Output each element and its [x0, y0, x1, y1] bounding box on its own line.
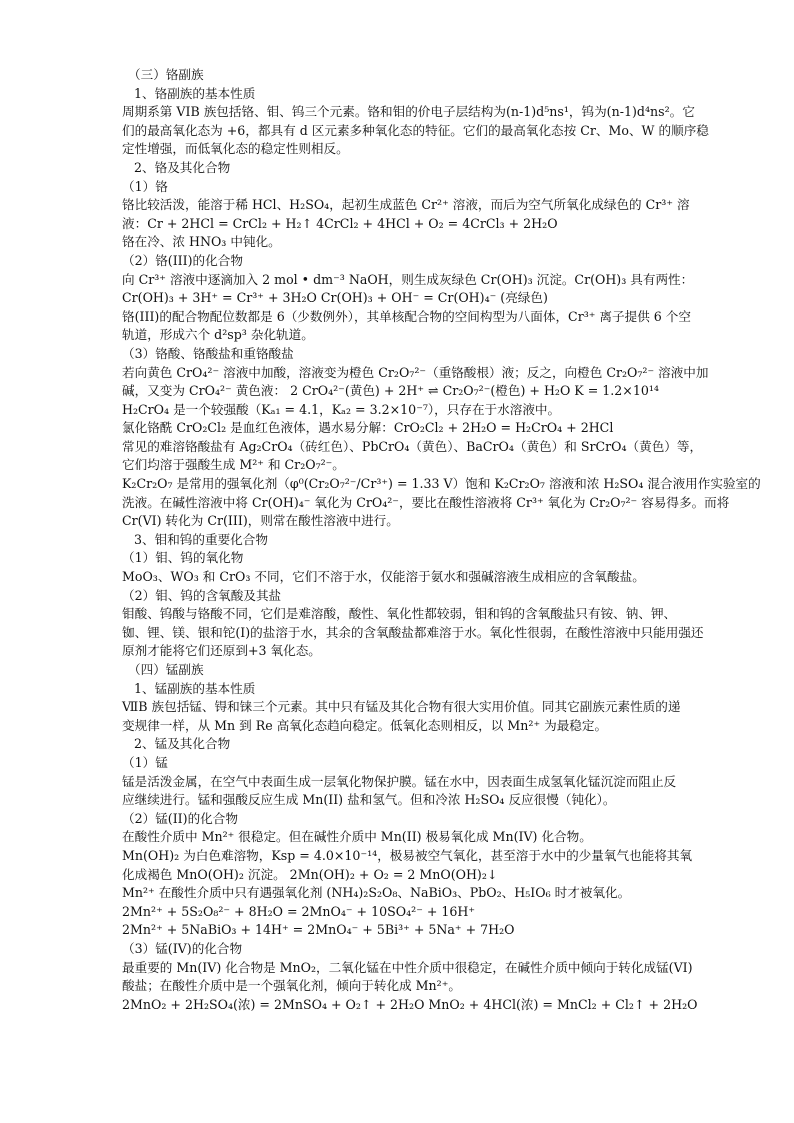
text-line: 2MnO₂ + 2H₂SO₄(浓) = 2MnSO₄ + O₂↑ + 2H₂O MnO₂ + 4HCl(浓) = MnCl₂ + Cl₂↑ + 2H₂O — [122, 996, 698, 1012]
text-line: Mn²⁺ 在酸性介质中只有遇强氧化剂 (NH₄)₂S₂O₈、NaBiO₃、PbO₂、H₅IO₆ 时才被氧化。 — [122, 885, 631, 901]
text-line: 铬(III)的配合物配位数都是 6（少数例外），其单核配合物的空间构型为八面体，Cr³⁺ 离子提供 6 个空 — [122, 308, 691, 324]
text-line: 们的最高氧化态为 +6，都具有 d 区元素多种氧化态的特征。它们的最高氧化态按 Cr、Mo、W 的顺序稳 — [122, 122, 709, 138]
text-line: 变规律一样，从 Mn 到 Re 高氧化态趋向稳定。低氧化态则相反，以 Mn²⁺ 为最稳定。 — [122, 717, 608, 733]
heading-line: （四）锰副族 — [128, 662, 204, 677]
text-line: 常见的难溶铬酸盐有 Ag₂CrO₄（砖红色）、PbCrO₄（黄色）、BaCrO₄（黄色）和 SrCrO₄（黄色）等， — [122, 438, 703, 454]
text-line: 钼酸、钨酸与铬酸不同，它们是难溶酸，酸性、氧化性都较弱，钼和钨的含氧酸盐只有铵、钠、钾、 — [122, 606, 677, 622]
text-line: 铷、锂、镁、银和铊(I)的盐溶于水，其余的含氧酸盐都难溶于水。氧化性很弱，在酸性溶液中只能用强还 — [122, 624, 704, 640]
heading-line: （1）铬 — [122, 178, 168, 194]
heading-line: 2、铬及其化合物 — [134, 159, 231, 175]
heading-line: （3）铬酸、铬酸盐和重铬酸盐 — [122, 345, 294, 361]
text-line: K₂Cr₂O₇ 是常用的强氧化剂（φ⁰(Cr₂O₇²⁻/Cr³⁺) = 1.33 V）饱和 K₂Cr₂O₇ 溶液和浓 H₂SO₄ 混合液用作实验室的 — [122, 476, 761, 492]
heading-line: （3）锰(IV)的化合物 — [122, 940, 243, 956]
text-line: Cr(OH)₃ + 3H⁺ = Cr³⁺ + 3H₂O Cr(OH)₃ + OH⁻ = Cr(OH)₄⁻ (亮绿色) — [122, 290, 548, 306]
text-line: MoO₃、WO₃ 和 CrO₃ 不同，它们不溶于水，仅能溶于氨水和强碱溶液生成相应的含氧酸盐。 — [122, 569, 645, 585]
text-line: 洗液。在碱性溶液中将 Cr(OH)₄⁻ 氧化为 CrO₄²⁻，要比在酸性溶液将 Cr³⁺ 氧化为 Cr₂O₇²⁻ 容易得多。而将 — [122, 494, 730, 510]
text-line: 原剂才能将它们还原到+3 氧化态。 — [122, 643, 321, 659]
text-line: 铬在冷、浓 HNO₃ 中钝化。 — [122, 234, 281, 250]
text-line: 若向黄色 CrO₄²⁻ 溶液中加酸，溶液变为橙色 Cr₂O₇²⁻（重铬酸根）液；反之，向橙色 Cr₂O₇²⁻ 溶液中加 — [122, 364, 709, 380]
text-line: 化成褐色 MnO(OH)₂ 沉淀。 2Mn(OH)₂ + O₂ = 2 MnO(OH)₂↓ — [122, 866, 498, 882]
heading-line: （2）铬(III)的化合物 — [122, 252, 243, 268]
text-line: 在酸性介质中 Mn²⁺ 很稳定。但在碱性介质中 Mn(II) 极易氧化成 Mn(IV) 化合物。 — [122, 829, 592, 845]
heading-line: （1）锰 — [122, 754, 168, 770]
heading-line: 2、锰及其化合物 — [134, 736, 231, 752]
heading-line: 3、钼和钨的重要化合物 — [134, 531, 268, 547]
heading-line: （2）钼、钨的含氧酸及其盐 — [122, 587, 282, 603]
text-line: 氯化铬酰 CrO₂Cl₂ 是血红色液体，遇水易分解：CrO₂Cl₂ + 2H₂O = H₂CrO₄ + 2HCl — [122, 420, 614, 436]
text-line: 碱，又变为 CrO₄²⁻ 黄色液： 2 CrO₄²⁻(黄色) + 2H⁺ ⇌ Cr₂O₇²⁻(橙色) + H₂O K = 1.2×10¹⁴ — [122, 383, 659, 399]
heading-line: （1）钼、钨的氧化物 — [122, 550, 244, 566]
text-line: 最重要的 Mn(IV) 化合物是 MnO₂，二氧化锰在中性介质中很稳定，在碱性介质中倾向于转化成锰(VI) — [122, 959, 693, 975]
heading-line: 1、锰副族的基本性质 — [134, 680, 256, 696]
text-line: Mn(OH)₂ 为白色难溶物，Ksp = 4.0×10⁻¹⁴，极易被空气氧化，甚至溶于水中的少量氧气也能将其氧 — [122, 847, 693, 863]
text-line: ⅦB 族包括锰、锝和铼三个元素。其中只有锰及其化合物有很大实用价值。同其它副族元素性质的递 — [122, 699, 681, 715]
text-line: 铬比较活泼，能溶于稀 HCl、H₂SO₄，起初生成蓝色 Cr²⁺ 溶液，而后为空气所氧化成绿色的 Cr³⁺ 溶 — [122, 197, 690, 213]
heading-line: （三）铬副族 — [128, 67, 204, 82]
text-line: 它们均溶于强酸生成 M²⁺ 和 Cr₂O₇²⁻。 — [122, 457, 345, 473]
text-line: 液：Cr + 2HCl = CrCl₂ + H₂↑ 4CrCl₂ + 4HCl + O₂ = 4CrCl₃ + 2H₂O — [122, 215, 558, 231]
text-line: 锰是活泼金属，在空气中表面生成一层氧化物保护膜。锰在水中，因表面生成氢氧化锰沉淀而阻止反 — [122, 773, 677, 789]
heading-line: （2）锰(II)的化合物 — [122, 810, 238, 826]
text-line: 轨道，形成六个 d²sp³ 杂化轨道。 — [122, 327, 314, 343]
text-line: 定性增强，而低氧化态的稳定性则相反。 — [122, 141, 349, 157]
text-line: 周期系第 VIB 族包括铬、钼、钨三个元素。铬和钼的价电子层结构为(n-1)d⁵ns¹，钨为(n-1)d⁴ns²。它 — [122, 104, 695, 120]
text-line: Cr(VI) 转化为 Cr(III)，则常在酸性溶液中进行。 — [122, 513, 399, 529]
text-line: H₂CrO₄ 是一个较强酸（Kₐ₁ = 4.1，Kₐ₂ = 3.2×10⁻⁷），只存在于水溶液中。 — [122, 401, 561, 417]
document-body — [122, 66, 761, 1014]
heading-line: 1、铬副族的基本性质 — [134, 85, 256, 101]
text-line: 向 Cr³⁺ 溶液中逐滴加入 2 mol • dm⁻³ NaOH，则生成灰绿色 Cr(OH)₃ 沉淀。Cr(OH)₃ 具有两性： — [122, 271, 694, 287]
text-line: 酸盐；在酸性介质中是一个强氧化剂，倾向于转化成 Mn²⁺。 — [122, 978, 461, 994]
text-line: 2Mn²⁺ + 5S₂O₈²⁻ + 8H₂O = 2MnO₄⁻ + 10SO₄²⁻ + 16H⁺ — [122, 903, 476, 919]
text-line: 应继续进行。锰和强酸反应生成 Mn(II) 盐和氢气。但和冷浓 H₂SO₄ 反应很慢（钝化）。 — [122, 792, 616, 808]
text-line: 2Mn²⁺ + 5NaBiO₃ + 14H⁺ = 2MnO₄⁻ + 5Bi³⁺ + 5Na⁺ + 7H₂O — [122, 922, 515, 938]
